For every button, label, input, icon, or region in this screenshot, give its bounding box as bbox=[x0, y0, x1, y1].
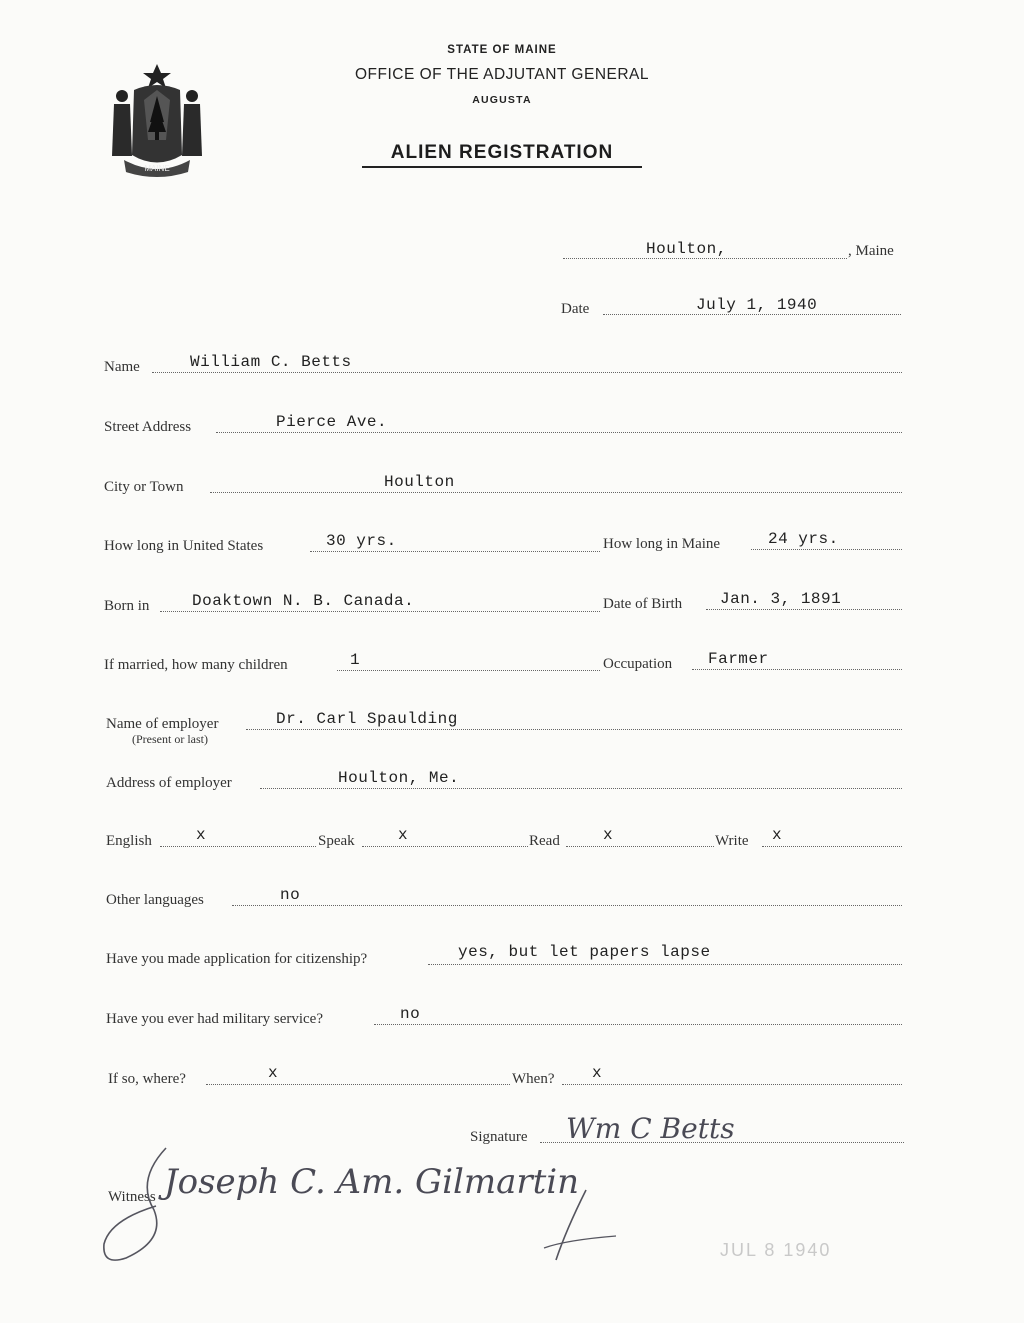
signature-label: Signature bbox=[470, 1129, 528, 1145]
street-line bbox=[216, 432, 902, 433]
employer-address-value: Houlton, Me. bbox=[338, 769, 460, 787]
how-long-us-value: 30 yrs. bbox=[326, 532, 397, 550]
place-value: Houlton, bbox=[646, 240, 727, 258]
born-in-label: Born in bbox=[104, 598, 150, 614]
place-line bbox=[563, 258, 847, 259]
when-label: When? bbox=[512, 1071, 555, 1087]
city-value: Houlton bbox=[384, 473, 455, 491]
date-label: Date bbox=[561, 301, 590, 317]
street-label: Street Address bbox=[104, 419, 192, 435]
header-office: OFFICE OF THE ADJUTANT GENERAL bbox=[354, 66, 650, 83]
employer-sublabel: (Present or last) bbox=[132, 732, 208, 746]
witness-label: Witness bbox=[108, 1189, 156, 1205]
read-value: x bbox=[603, 826, 614, 844]
children-value: 1 bbox=[350, 651, 361, 669]
other-languages-line bbox=[232, 905, 902, 906]
how-long-us-line bbox=[310, 551, 600, 552]
employer-address-label: Address of employer bbox=[106, 775, 232, 791]
witness-flourish bbox=[96, 1140, 616, 1270]
place-suffix: , Maine bbox=[848, 243, 894, 259]
city-label: City or Town bbox=[104, 479, 184, 495]
children-line bbox=[337, 670, 600, 671]
name-label: Name bbox=[104, 359, 140, 375]
dob-label: Date of Birth bbox=[603, 596, 683, 612]
name-line bbox=[152, 372, 902, 373]
date-line bbox=[603, 314, 901, 315]
children-label: If married, how many children bbox=[104, 657, 288, 673]
employer-address-line bbox=[260, 788, 902, 789]
military-line bbox=[374, 1024, 902, 1025]
read-line bbox=[566, 846, 714, 847]
english-line bbox=[160, 846, 316, 847]
occupation-line bbox=[692, 669, 902, 670]
citizenship-label: Have you made application for citizenship? bbox=[106, 951, 368, 967]
where-value: x bbox=[268, 1064, 279, 1082]
form-title: ALIEN REGISTRATION bbox=[362, 142, 642, 168]
occupation-value: Farmer bbox=[708, 650, 769, 668]
speak-label: Speak bbox=[318, 833, 355, 849]
dob-value: Jan. 3, 1891 bbox=[720, 590, 842, 608]
witness-value: Joseph C. Am. Gilmartin bbox=[164, 1162, 580, 1202]
dob-line bbox=[706, 609, 902, 610]
citizenship-line bbox=[428, 964, 902, 965]
employer-label: Name of employer bbox=[106, 716, 219, 732]
where-line bbox=[206, 1084, 510, 1085]
header-state: STATE OF MAINE bbox=[447, 44, 557, 56]
occupation-label: Occupation bbox=[603, 656, 673, 672]
born-in-value: Doaktown N. B. Canada. bbox=[192, 592, 415, 610]
write-value: x bbox=[772, 826, 783, 844]
when-value: x bbox=[592, 1064, 603, 1082]
street-value: Pierce Ave. bbox=[276, 413, 388, 431]
write-line bbox=[762, 846, 902, 847]
write-label: Write bbox=[715, 833, 749, 849]
header-city: AUGUSTA bbox=[472, 94, 532, 106]
how-long-maine-label: How long in Maine bbox=[603, 536, 721, 552]
how-long-us-label: How long in United States bbox=[104, 538, 264, 554]
read-label: Read bbox=[529, 833, 560, 849]
other-languages-value: no bbox=[280, 886, 301, 904]
city-line bbox=[210, 492, 902, 493]
born-in-line bbox=[160, 611, 600, 612]
english-label: English bbox=[106, 833, 152, 849]
name-value: William C. Betts bbox=[190, 353, 352, 371]
when-line bbox=[562, 1084, 902, 1085]
speak-value: x bbox=[398, 826, 409, 844]
how-long-maine-value: 24 yrs. bbox=[768, 530, 839, 548]
speak-line bbox=[362, 846, 528, 847]
english-value: x bbox=[196, 826, 207, 844]
employer-line bbox=[246, 729, 902, 730]
how-long-maine-line bbox=[751, 549, 902, 550]
employer-value: Dr. Carl Spaulding bbox=[276, 710, 458, 728]
citizenship-value: yes, but let papers lapse bbox=[458, 943, 711, 961]
where-label: If so, where? bbox=[108, 1071, 186, 1087]
other-languages-label: Other languages bbox=[106, 892, 204, 908]
signature-value: Wm C Betts bbox=[566, 1112, 735, 1145]
military-label: Have you ever had military service? bbox=[106, 1011, 323, 1027]
military-value: no bbox=[400, 1005, 421, 1023]
received-stamp: JUL 8 1940 bbox=[720, 1240, 832, 1260]
date-value: July 1, 1940 bbox=[696, 296, 818, 314]
seal-lettering: MAINE bbox=[144, 164, 170, 173]
